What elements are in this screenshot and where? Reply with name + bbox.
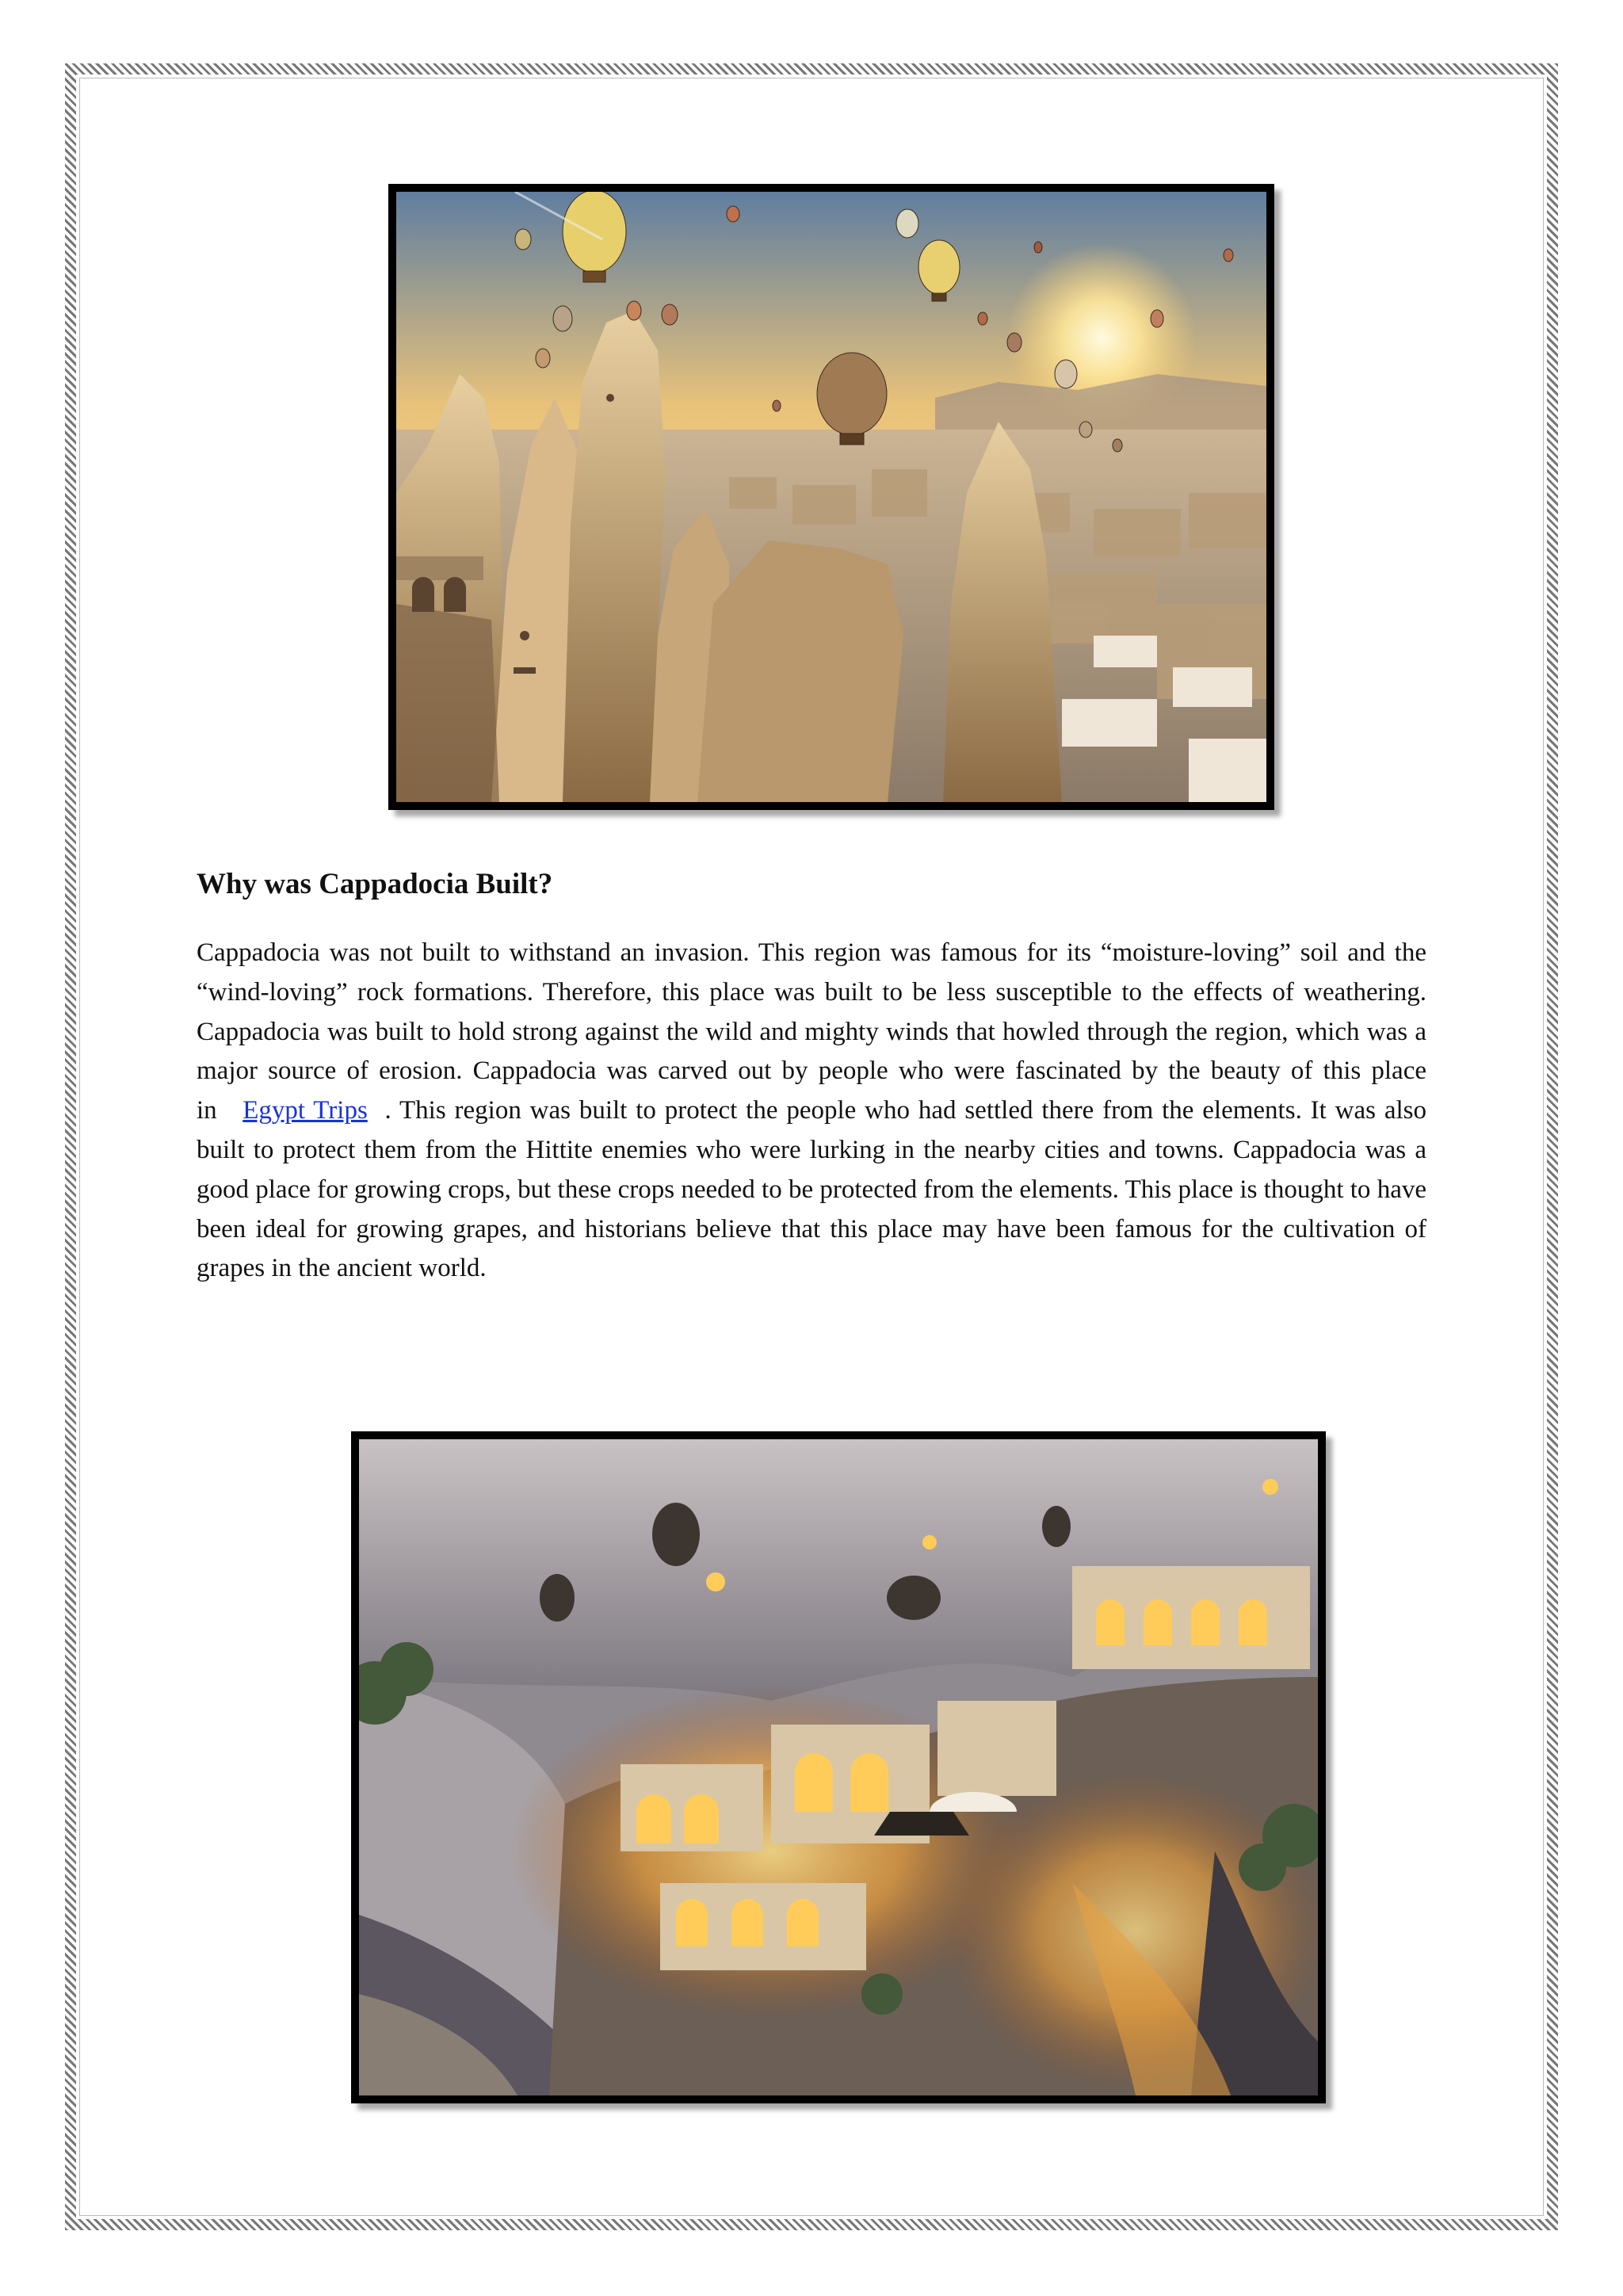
balloons-photo-art — [396, 192, 1266, 802]
paragraph-text-after-link: . This region was built to protect the people who had settled there from the elements. It was also built to protect them from the Hittite enemies who were lurking in the nearby cities and towns. Cappadocia was a good place for growing crops, but these crops needed to be protected from the elements. This place is thought to have been ideal for growing grapes, and historians believe that this place may have been famous for the cultivation of grapes in the ancient world. — [197, 1096, 1426, 1283]
section-paragraph — [197, 934, 1426, 1289]
cave-hotels-photo-art — [359, 1439, 1318, 2095]
cave-hotels-photo — [351, 1431, 1326, 2103]
balloons-photo — [388, 184, 1274, 810]
paragraph-text-before-link: Cappadocia was not built to withstand an invasion. This region was famous for its “moisture-loving” soil and the “wind-loving” rock formations. Therefore, this place was built to be less susceptible to the effects of weathering. Cappadocia was built to hold strong against the wild and mighty winds that howled through the region, which was a major source of erosion. Cappadocia was carved out by people who were fascinated by the beauty of this place in — [197, 938, 1426, 1125]
section-heading: Why was Cappadocia Built? — [197, 868, 553, 900]
egypt-trips-link[interactable]: Egypt Trips — [242, 1096, 368, 1125]
